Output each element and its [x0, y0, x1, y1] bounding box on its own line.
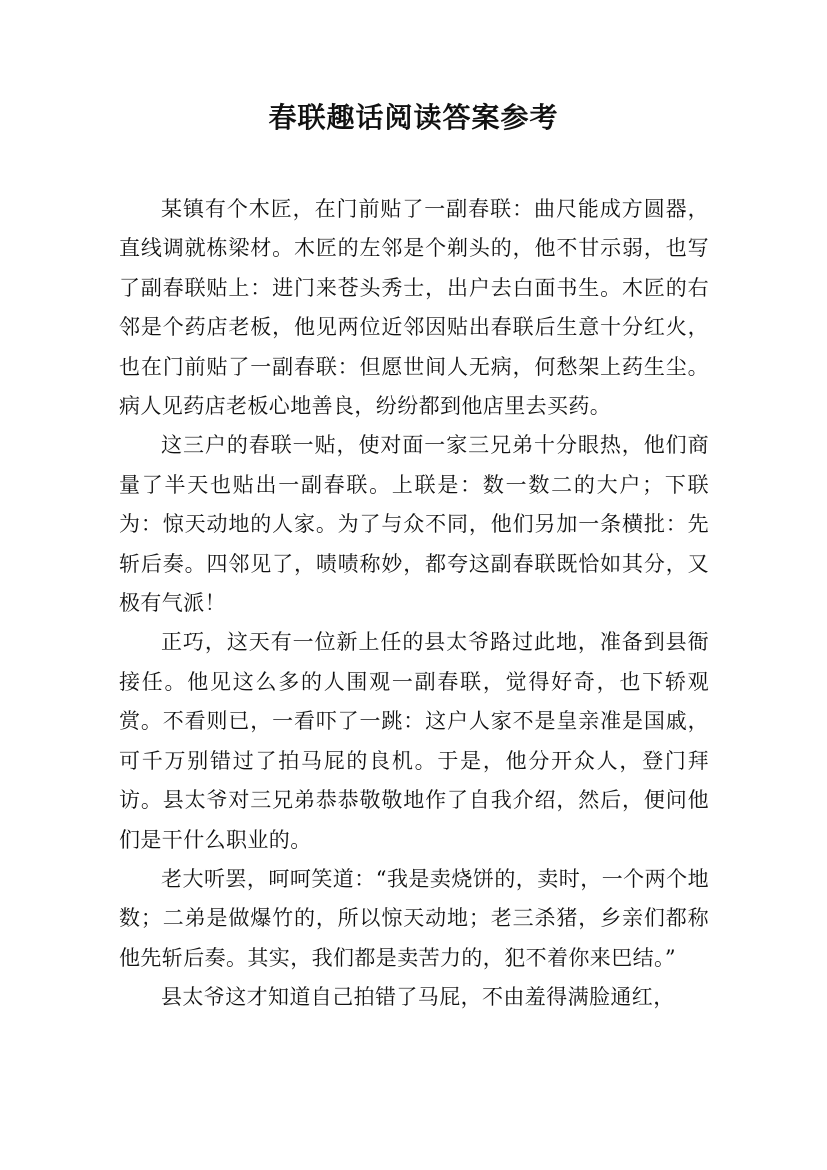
- paragraph-3: 正巧，这天有一位新上任的县太爷路过此地，准备到县衙接任。他见这么多的人围观一副春联，觉得好奇，也下轿观赏。不看则已，一看吓了一跳：这户人家不是皇亲准是国戚，可千万别错过了拍马屁的良机。于是，他分开众人，登门拜访。县太爷对三兄弟恭恭敬敬地作了自我介绍，然后，便问他们是干什么职业的。: [119, 630, 709, 852]
- document-body: [119, 190, 709, 1018]
- paragraph-4: 老大听罢，呵呵笑道：“我是卖烧饼的，卖时，一个两个地数；二弟是做爆竹的，所以惊天动地；老三杀猪，乡亲们都称他先斩后奏。其实，我们都是卖苦力的，犯不着你来巴结。”: [119, 866, 709, 970]
- paragraph-2: 这三户的春联一贴，使对面一家三兄弟十分眼热，他们商量了半天也贴出一副春联。上联是：数一数二的大户；下联为：惊天动地的人家。为了与众不同，他们另加一条横批：先斩后奏。四邻见了，啧啧称妙，都夸这副春联既恰如其分，又极有气派！: [119, 433, 709, 616]
- paragraph-1: 某镇有个木匠，在门前贴了一副春联：曲尺能成方圆器，直线调就栋梁材。木匠的左邻是个剃头的，他不甘示弱，也写了副春联贴上：进门来苍头秀士，出户去白面书生。木匠的右邻是个药店老板，他见两位近邻因贴出春联后生意十分红火，也在门前贴了一副春联：但愿世间人无病，何愁架上药生尘。病人见药店老板心地善良，纷纷都到他店里去买药。: [119, 197, 709, 419]
- paragraph-5: 县太爷这才知道自己拍错了马屁，不由羞得满脸通红，: [161, 985, 675, 1010]
- document-title: 春联趣话阅读答案参考: [268, 101, 559, 134]
